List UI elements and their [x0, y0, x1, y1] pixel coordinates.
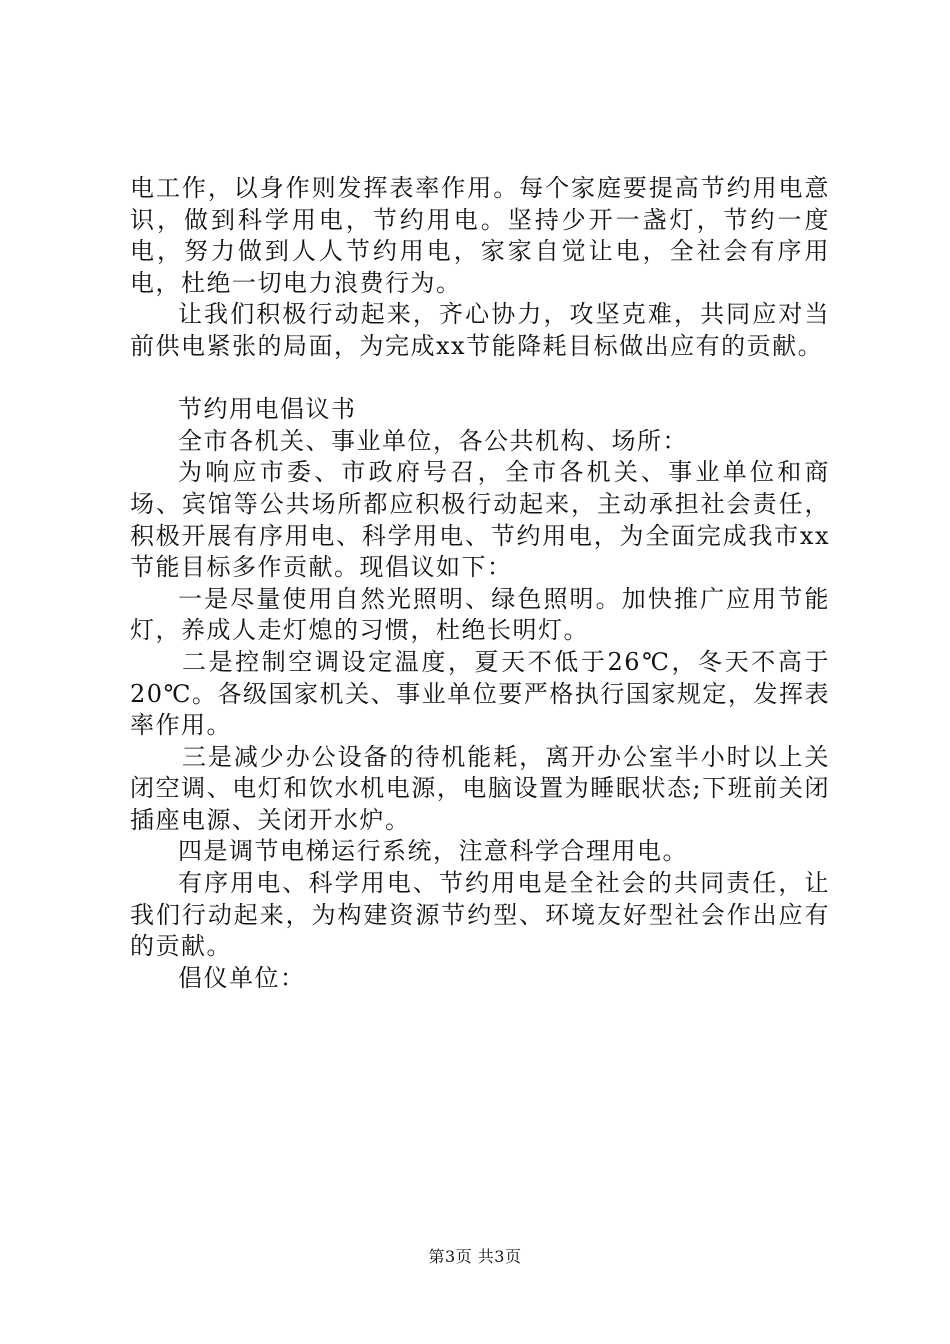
intro-paragraph: 为响应市委、市政府号召，全市各机关、事业单位和商场、宾馆等公共场所都应积极行动起来，主动承担社会责任，积极开展有序用电、科学用电、节约用电，为全面完成我市xx节能目标多作贡献。现倡议如下： [130, 458, 830, 582]
proposal-item-1: 一是尽量使用自然光照明、绿色照明。加快推广应用节能灯，养成人走灯熄的习惯，杜绝长明灯。 [130, 584, 830, 645]
proposal-item-4: 四是调节电梯运行系统，注意科学合理用电。 [178, 837, 688, 866]
document-body [130, 173, 830, 994]
page-indicator: 第3页 共3页 [428, 1247, 522, 1266]
proposal-item-3: 三是减少办公设备的待机能耗，离开办公室半小时以上关闭空调、电灯和饮水机电源，电脑设置为睡眠状态;下班前关闭插座电源、关闭开水炉。 [130, 742, 830, 834]
proposal-item-2: 二是控制空调设定温度，夏天不低于26℃，冬天不高于20℃。各级国家机关、事业单位要严格执行国家规定，发挥表率作用。 [130, 647, 830, 740]
salutation: 全市各机关、事业单位，各公共机构、场所： [178, 426, 688, 455]
document-title: 节约用电倡议书 [178, 395, 357, 424]
paragraph-continued: 电工作，以身作则发挥表率作用。每个家庭要提高节约用电意识，做到科学用电，节约用电。坚持少开一盏灯，节约一度电，努力做到人人节约用电，家家自觉让电，全社会有序用电，杜绝一切电力浪费行为。 [130, 174, 830, 297]
paragraph-gap [130, 363, 830, 395]
paragraph-call-to-action: 让我们积极行动起来，齐心协力，攻坚克难，共同应对当前供电紧张的局面，为完成xx节能降耗目标做出应有的贡献。 [130, 300, 830, 360]
signature-label: 倡仪单位： [178, 963, 306, 992]
closing-paragraph: 有序用电、科学用电、节约用电是全社会的共同责任，让我们行动起来，为构建资源节约型、环境友好型社会作出应有的贡献。 [130, 869, 830, 961]
